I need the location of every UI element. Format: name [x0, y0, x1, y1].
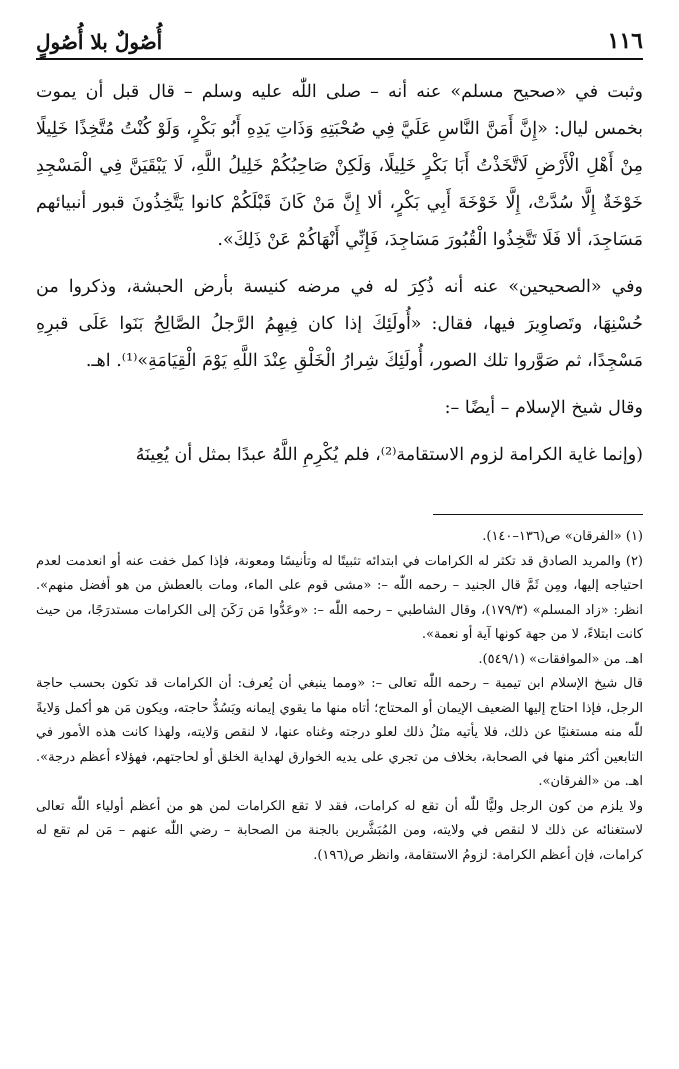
page-number: ١١٦	[607, 28, 643, 54]
running-title: أُصُولٌ بلا أُصُولٍ	[36, 30, 163, 54]
main-text	[36, 74, 643, 474]
paragraph-shaykh-quote-intro: وقال شيخ الإسلام – أيضًا –:	[444, 398, 643, 418]
paragraph-karama-istiqama: (وإنما غاية الكرامة لزوم الاستقامة⁽²⁾، فلم يُكْرِمِ اللَّهُ عبدًا بمثل أن يُعِينَهُ	[135, 445, 643, 465]
paragraph-muslim-hadith: وثبت في «صحيح مسلم» عنه أنه – صلى اللّٰه عليه وسلم – قال قبل أن يموت بخمس ليال: «إِنَّ أَمَنَّ النَّاسِ عَلَيَّ فِي صُحْبَتِهِ وَذَاتِ يَدِهِ أَبُو بَكْرٍ، وَلَوْ كُنْتُ مُتَّخِذًا خَلِيلًا مِنْ أَهْلِ الْأَرْضِ لَاتَّخَذْتُ أَبَا بَكْرٍ خَلِيلًا، وَلَكِنْ صَاحِبُكُمْ خَلِيلُ اللَّهِ، لَا يَبْقَيَنَّ فِي الْمَسْجِدِ خَوْخَةٌ إِلَّا سُدَّتْ، إِلَّا خَوْخَةَ أَبِي بَكْرٍ، ألا إِنَّ مَنْ كَانَ قَبْلَكُمْ كانوا يَتَّخِذُونَ قبور أنبيائهم مَسَاجِدَ، ألا فَلَا تَتَّخِذُوا الْقُبُورَ مَسَاجِدَ، فَإِنِّي أَنْهَاكُمْ عَنْ ذَلِكَ».	[36, 82, 643, 250]
footnotes	[36, 525, 643, 868]
page-header	[36, 22, 643, 60]
footnote-2-part-d: ولا يلزم من كون الرجل وليًّا للّٰه أن تقع له كرامات، فقد لا تقع الكرامات لمن هو من أعظم أولياء اللّٰه تعالى لاستغنائه عن ذلك لا لنقص في ولايته، ومن المُبَشَّرين بالجنة من الصحابة – رضي اللّٰه عنهم – مَن لم تقع له كرامات، فإن أعظم الكرامة: لزومُ الاستقامة، وانظر ص(١٩٦).	[36, 798, 643, 863]
footnote-2-part-c: قال شيخ الإسلام ابن تيمية – رحمه اللّٰه تعالى –: «ومما ينبغي أن يُعرف: أن الكرامات قد تكون بحسب حاجة الرجل، فإذا احتاج إليها الضعيف الإيمان أو المحتاج؛ أتاه منها ما يقوي إيمانه ويَسُدُّ حاجته، ويكون مَن هو أكمل وَلايةً للّٰه منه مستغنيًا عن ذلك، فلا يأتيه مثلُ ذلك لعلو درجته وغناه عنها، لا لنقص وَلايته، ولهذا كانت هذه الأمور في التابعين أكثر منها في الصحابة، بخلاف من تجري على يديه الخوارق لهداية الخلق أو لحاجتهم، فهؤلاء أعظم درجة». اهـ. من «الفرقان».	[36, 676, 643, 789]
paragraph-sahihayn-hadith: وفي «الصحيحين» عنه أنه ذُكِرَ له في مرضه كنيسة بأرض الحبشة، وذكروا من حُسْنِهَا، وتَصاوِيرَ فيها، فقال: «أُولَئِكَ إذا كان فِيهِمُ الرَّجلُ الصَّالِحُ بَنَوا عَلَى قبرِهِ مَسْجِدًا، ثم صَوَّروا تلك الصور، أُولَئِكَ شِرارُ الْخَلْقِ عِنْدَ اللَّهِ يَوْمَ الْقِيَامَةِ»⁽¹⁾. اهـ.	[36, 277, 643, 371]
footnote-separator	[433, 514, 643, 515]
footnote-2-part-b: اهـ. من «الموافقات» (٥٤٩/١).	[478, 651, 643, 667]
footnote-2-part-a: (٢) والمريد الصادق قد تكثر له الكرامات في ابتدائه تثبيتًا له وتأنيسًا ومعونة، فإذا كمل خفت عنه أو انعدمت لعدم احتياجه إليها، ومِن ثَمَّ قال الجنيد – رحمه اللّٰه –: «مشى قوم على الماء، ومات بالعطش من هو أفضل منهم». انظر: «زاد المسلم» (١٧٩/٣)، وقال الشاطبي – رحمه اللّٰه –: «وعَدُّوا مَن رَكَنَ إلى الكرامات مستدرَجًا، من حيث كانت ابتلاءً، لا من جهة كونها آية أو نعمة».	[36, 553, 643, 642]
footnote-separator-wrap	[36, 514, 643, 515]
footnote-1: (١) «الفرقان» ص(١٣٦–١٤٠).	[482, 529, 643, 544]
